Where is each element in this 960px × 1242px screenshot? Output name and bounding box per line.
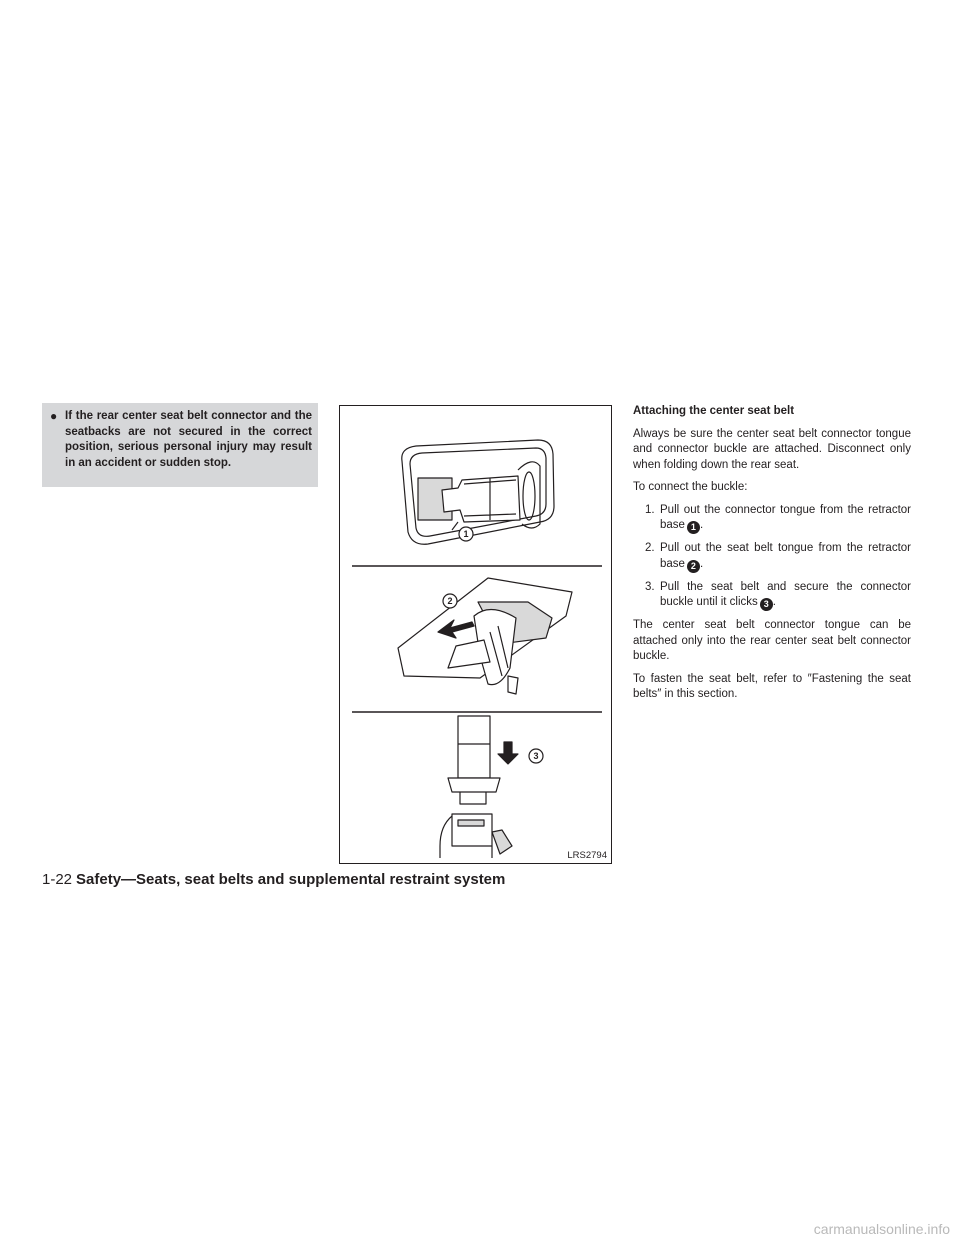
reference-paragraph: To fasten the seat belt, refer to ″Fastening the seat belts″ in this section. — [633, 672, 911, 700]
lead-text: To connect the buckle: — [633, 481, 748, 493]
connector-buckle — [452, 814, 492, 846]
section-heading: Attaching the center seat belt — [633, 405, 795, 417]
step-item: 3. Pull the seat belt and secure the connector buckle until it clicks 3 . — [645, 580, 911, 609]
seat-belt-illustration — [340, 406, 613, 865]
figure-code: LRS2794 — [567, 850, 607, 861]
intro-paragraph: Always be sure the center seat belt connector tongue and connector buckle are attached. Disconnect only when folding down the rear seat. — [633, 427, 911, 471]
callout-2-icon: 2 — [687, 560, 700, 573]
step-text: Pull out the seat belt tongue from the retractor base — [660, 542, 911, 570]
callout-1-label: 1 — [463, 529, 469, 539]
note-paragraph: The center seat belt connector tongue can be attached only into the rear center seat belt connector buckle. — [633, 619, 911, 662]
arrow-3 — [498, 742, 518, 764]
warning-text: If the rear center seat belt connector and the seatbacks are not secured in the correct position, serious personal injury may result in an accident or sudden stop. — [65, 410, 312, 469]
seat-belt-figure — [339, 405, 612, 864]
step-number: 3. — [645, 580, 655, 593]
callout-1-icon: 1 — [687, 521, 700, 534]
warning-bullet: ● — [50, 409, 58, 423]
steps-list — [633, 503, 911, 612]
arrow-2 — [438, 620, 474, 638]
page-number: 1-22 — [42, 871, 73, 888]
step-item: 2. Pull out the seat belt tongue from the retractor base 2 . — [645, 542, 911, 571]
callout-3-icon: 3 — [760, 598, 773, 611]
watermark: carmanualsonline.info — [813, 1221, 950, 1237]
instructions-column — [633, 404, 911, 710]
page-footer — [42, 871, 505, 888]
step-item: 1. Pull out the connector tongue from the retractor base 1 . — [645, 503, 911, 532]
warning-box — [42, 403, 318, 487]
callout-2-label: 2 — [447, 596, 453, 606]
section-title: Safety—Seats, seat belts and supplemental restraint system — [76, 871, 506, 888]
step-number: 2. — [645, 542, 655, 554]
panel-3-belt — [458, 716, 490, 778]
callout-3-label: 3 — [533, 751, 539, 761]
step-text: Pull out the connector tongue from the retractor base — [660, 503, 911, 531]
step-number: 1. — [645, 503, 655, 516]
step-text: Pull the seat belt and secure the connector buckle until it clicks — [660, 580, 911, 608]
